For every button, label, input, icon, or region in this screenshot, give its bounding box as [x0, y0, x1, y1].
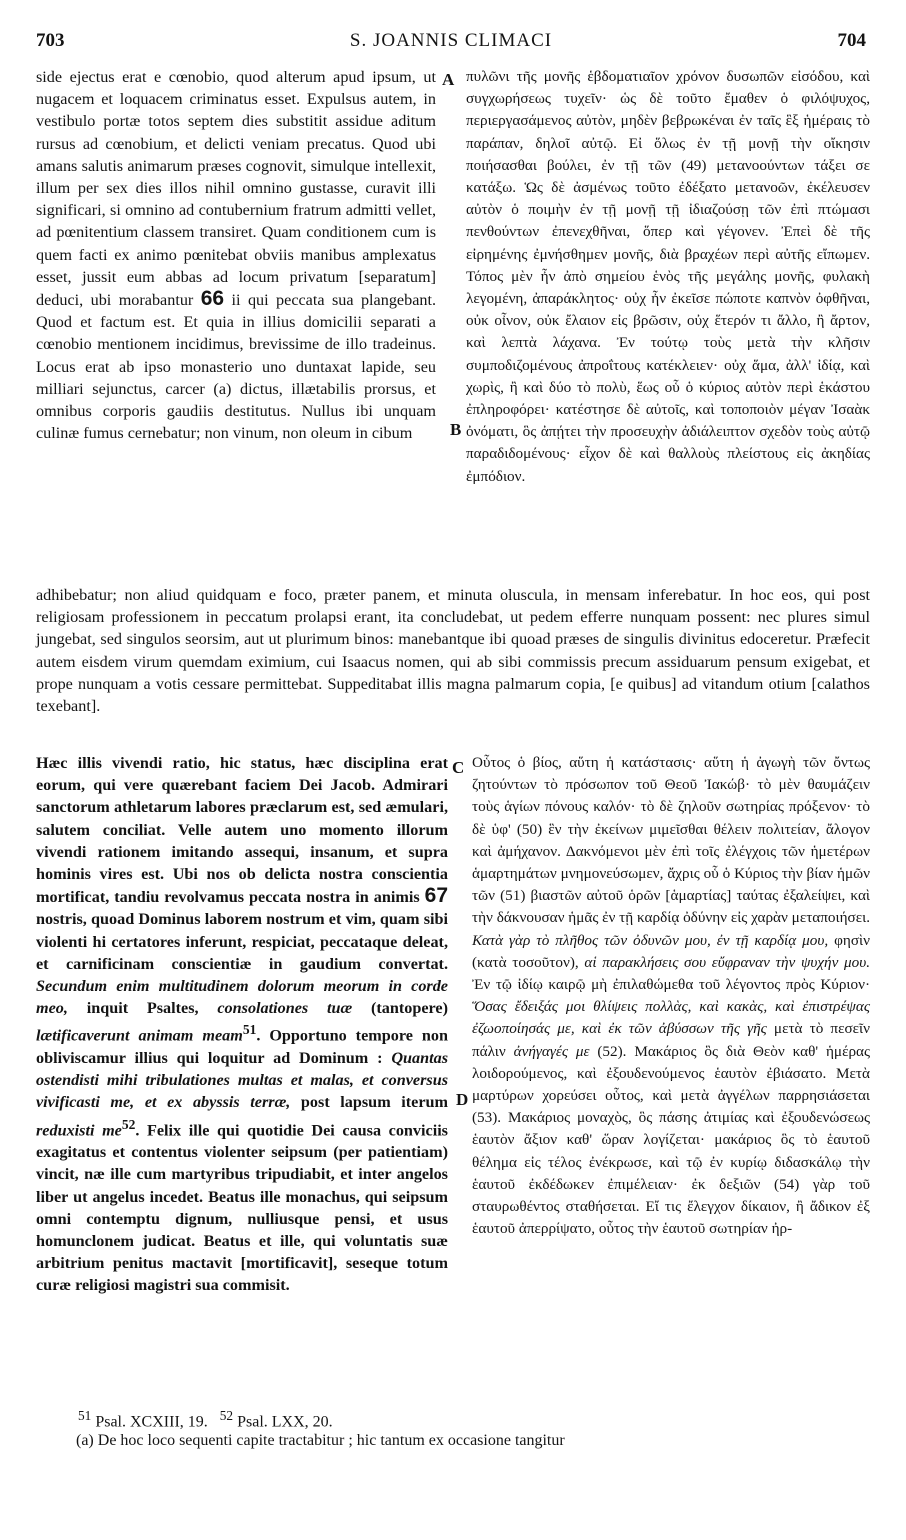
- footnote-ref-52: 52: [121, 1116, 136, 1132]
- footnote-52-mark: 52: [219, 1408, 234, 1423]
- latin-c-quote-3: lætificaverunt animam meam: [36, 1026, 243, 1045]
- greek-c-text-5: (52). Μακάριος ὃς διὰ Θεὸν καθ' ἡμέρας λοιδορούμενος, καὶ ἐξουδενούμενος ἑαυτὸν ἐβιάσατο. Μετὰ μαρτύρων χορεύσει οὗτος, καὶ μετὰ ἀγγέλων παρρησιάσεται (53). Μακάριος μοναχὸς, ὃς πάσης ἀτιμίας καὶ ἐξουδενώσεως ἑαυτὸν ἄξιον καθ' ὥραν λογίζεται· μακάριος ὃς τὸ ἑαυτοῦ θέλημα εἰς τέλος ἐνέκρωσε, καὶ τῷ ἐν κυρίῳ διδασκάλῳ τὴν ἑαυτοῦ ἐκδέδωκεν ἐπιμέλειαν· ἐκ δεξιῶν (54) γὰρ τοῦ σταυρωθέντος σταθήσεται. Εἴ τις ἔλεγχον δίκαιον, ἢ ἄδικον ἐξ ἑαυτοῦ ἀπερρίψατο, οὗτος τὴν ἑαυτοῦ σωτηρίαν ἠρ-: [472, 1042, 870, 1238]
- latin-c-text-5: . Opportuno tempore non obliviscamur illius qui loquitur ad Dominum :: [36, 1026, 448, 1068]
- footnote-51-mark: 51: [78, 1408, 92, 1423]
- latin-c-text-6: post lapsum iterum: [300, 1093, 449, 1112]
- latin-c-text-2: nostris, quoad Dominus laborem nostrum et vim, quam sibi violenti hi certatores inferunt, respiciat, peccataque deleat, et carnificinam conscientiæ in gaudium convertat.: [36, 910, 448, 973]
- latin-column-c: [36, 752, 448, 1297]
- latin-a-text-1: side ejectus erat e cœnobio, quod alterum apud ipsum, ut nugacem et loquacem criminatus esset. Expulsus autem, in vestibulo portæ totos septem dies substitit assidue aditum rursus ad cœnobium, et delicti veniam precatus. Quod ubi amans salutis animarum præses cognovit, simulque intellexit, illum per sex dies illos nihil omnino gustasse, curavit illi significari, si omnino ad contubernium fratrum admitti vellet, ad pœnitentium classem transiret. Quam conditionem cum is quem facti ex animo pœnitebat obviis manibus amplexatus esset, jussit eum abbas ad locum privatum [separatum] deduci, ubi morabantur: [36, 68, 436, 310]
- margin-marker-b: B: [450, 420, 462, 439]
- footnote-52-text: Psal. LXX, 20.: [237, 1413, 333, 1431]
- greek-c-quote-2: αἱ παρακλήσεις σου εὔφραναν τὴν ψυχήν μου.: [584, 953, 870, 971]
- footnote-psalms: [78, 1408, 333, 1431]
- page-header: [36, 30, 866, 62]
- footnote-51-text: Psal. XCXIII, 19.: [95, 1413, 208, 1431]
- greek-column-a: [466, 66, 870, 488]
- latin-a-text-2: ii qui peccata sua plangebant. Quod et factum est. Et quia in illius domicilii separati a cœnobio mentionem incidimus, brevissime de illo tradeinus. Locus erat ab ipso monasterio uno duntaxat lapide, seu milliari sejunctus, carcer (a) dictus, illætabilis prorsus, et omnibus corporis gaudiis destitutus. Nullus ibi unquam culinæ fumus cernebatur; non vinum, non oleum in cibum: [36, 291, 437, 443]
- footnote-ref-51: 51: [242, 1022, 257, 1038]
- greek-c-quote-3: Ὅσας ἔδειξάς μοι θλίψεις πολλὰς, καὶ κακὰς, καὶ ἐπιστρέψας ἐζωοποίησάς με, καὶ ἐκ τῶν ἀβύσσων τῆς γῆς: [472, 998, 870, 1038]
- latin-c-quote-1: Secundum enim multitudinem dolorum meorum in corde meo,: [36, 977, 448, 1018]
- greek-c-text-1: Οὗτος ὁ βίος, αὕτη ἡ κατάστασις· αὕτη ἡ ἀγωγὴ τῶν ὄντως ζητούντων τὸ πρόσωπον τοῦ Θεοῦ Ἰακώβ· τὸ μὲν θαυμάζειν τοὺς ἁγίων πόνους καλόν· τὸ δὲ ζηλοῦν σωτηρίας πρόξενον· τὸ δὲ ὑφ' (50) ἓν τὴν ἐκείνων μιμεῖσθαι θέλειν πολιτείαν, ἄλογον καὶ ἀμήχανον. Δακνόμενοι μὲν ἐπὶ τοῖς ἐλέγχοις τῶν ἡμετέρων ἁμαρτημάτων μνημονεύσωμεν, ἄχρις οὗ ὁ Κύριος τὴν βίαν ἡμῶν τῶν (51) βιαστῶν αὐτοῦ ὁρῶν [ἁμαρτίας] ταύτας ἐξαλείψει, καὶ τὴν δάκνουσαν ἡμᾶς ἐν τῇ καρδίᾳ ὀδύνην εἰς χαρὰν μεταποιήσει.: [472, 754, 870, 927]
- latin-column-a: [36, 66, 436, 444]
- latin-c-text-4: (tantopere): [370, 999, 448, 1018]
- page-number-left: 703: [36, 30, 65, 51]
- greek-c-text-3: Ἐν τῷ ἰδίῳ καιρῷ μὴ ἐπιλαθώμεθα τοῦ λέγοντος πρὸς Κύριον·: [472, 976, 870, 994]
- column-number-66: 66: [200, 287, 225, 311]
- margin-marker-a: A: [442, 70, 455, 89]
- latin-c-text-7: . Felix ille qui quotidie Dei causa conviciis exagitatus et contentus violenter seipsum (per patientiam) vincit, næ ille cum martyribus tripudiabit, et inter angelos liber ut angelus incedet. Beatus ille monachus, qui seipsum omni contemptu dignum, nulliusque pensi, et usus homunclonem judicat. Beatus et ille, qui voluntatis suæ arbitrium penitus mactavit [mortificavit], seseque totum curæ religiosi magistri sua commisit.: [36, 1121, 448, 1295]
- margin-marker-c: C: [452, 758, 465, 777]
- latin-c-quote-4: Quantas ostendisti mihi tribulationes multas et malas, et conversus vivificasti me, et ex abyssis terræ,: [36, 1049, 449, 1112]
- greek-column-c: [472, 752, 870, 1240]
- greek-c-quote-4: ἀνήγαγές με: [513, 1042, 590, 1060]
- greek-c-quote-1: Κατὰ γὰρ τὸ πλῆθος τῶν ὀδυνῶν μου, ἐν τῇ καρδίᾳ μου,: [472, 931, 829, 949]
- latin-c-text-1: Hæc illis vivendi ratio, hic status, hæc disciplina erat eorum, qui vere quærebant faciem Dei Jacob. Admirari sanctorum athletarum labores præclarum est, sed æmulari, salutem conciliat. Velle autem uno momento illorum vivendi rationem imitando assequi, insanum, et supra hominis vires est. Ubi nos ob delicta nostra conscientia mortificat, tandiu revolvamus peccata nostra in animis: [36, 754, 448, 907]
- footnote-a: [76, 1432, 565, 1450]
- margin-marker-d: D: [456, 1090, 469, 1109]
- footnote-a-mark: (a): [76, 1432, 94, 1449]
- greek-c-text-4: μετὰ τὸ πεσεῖν πάλιν: [472, 1020, 870, 1060]
- latin-c-quote-5: reduxisti me: [36, 1121, 122, 1140]
- latin-full-text: adhibebatur; non aliud quidquam e foco, præter panem, et minuta oluscula, in mensam inferebatur. In hoc eos, qui post religiosam professionem in peccatum prolapsi erant, ita concludebat, ut pedem efferre nunquam possent: nec plures simul jungebat, sed singulos seorsim, aut ut plurimum binos: manebantque ibi quoad præses de singulis divinitus edoceretur. Præfecit autem eisdem virum quemdam eximium, cui Isaacus nomen, qui ab sibi commissis precum assiduarum pensum exigebat, et prope nunquam a votis cessare permittebat. Suppeditabat illis magna palmarum copia, [e quibus] ad vitandum otium [calathos texebant].: [36, 586, 870, 716]
- footnote-a-text: De hoc loco sequenti capite tractabitur ; hic tantum ex occasione tangitur: [97, 1432, 565, 1449]
- running-title: S. JOANNIS CLIMACI: [349, 30, 553, 51]
- greek-c-text-2: φησὶν (κατὰ τοσοῦτον),: [472, 931, 870, 971]
- latin-c-quote-2: consolationes tuæ: [217, 999, 353, 1018]
- latin-full-width: [36, 584, 870, 717]
- column-number-67: 67: [424, 884, 448, 908]
- greek-a-text: πυλῶνι τῆς μονῆς ἑβδοματιαῖον χρόνον δυσωπῶν εἰσόδου, καὶ συγχωρήσεως τυχεῖν· ὡς δὲ τοῦτο ἔμαθεν ὁ φιλόψυχος, περιεργασάμενος αὐτὸν, μηδὲν βεβρωκέναι ἐν ταῖς ἓξ ἡμέραις τὸ παράπαν, δηλοῖ αὐτῷ. Εἰ ὅλως ἐν τῇ μονῇ τὴν οἴκησιν ποιήσασθαι βούλει, ἐν τῇ τῶν (49) μετανοούντων τάξει σε κατάξω. Ὡς δὲ ἀσμένως τοῦτο ἐδέξατο μετανοῶν, ἐκέλευσεν αὐτὸν ὁ ποιμὴν ἐν τῇ μονῇ τῇ ἰδιαζούσῃ τῶν ἐπὶ πτώμασι πενθούντων ἐπενεχθῆναι, ὅπερ καὶ γέγονεν. Ἐπεὶ δὲ τῆς εἰρημένης ἐμνήσθημεν μονῆς, διὰ βραχέων περὶ αὐτῆς εἴπωμεν. Τόπος μὲν ἦν ἀπὸ σημείου ἑνὸς τῆς μεγάλης μονῆς, φυλακὴ λεγομένη, ἀπαράκλητος· οὐχ ἦν ἐκεῖσε πώποτε καπνὸν ὀφθῆναι, οὐκ οἶνον, οὐκ ἔλαιον εἰς βρῶσιν, οὐχ ἕτερόν τι ἄλλο, ἢ ἄρτον, καὶ λεπτὰ λάχανα. Ἐν τούτῳ τοὺς μετὰ τὴν κλῆσιν συμποδιζομένους ἀπροΐτους κατέκλειεν· οὐχ ἅμα, ἀλλ' ἰδίᾳ, καὶ χωρὶς, ἢ καὶ δύο τὸ πολὺ, ἕως οὗ ὁ κύριος αὐτὸν περὶ ἑκάστου ἐπληροφόρει· κατέστησε δὲ αὐτοῖς, καὶ τοποποιὸν μέγαν Ἰσαὰκ ὀνόματι, ὃς ἀπῄτει τὴν προσευχὴν ἀδιάλειπτον σχεδὸν τοὺς αὐτῷ παραδιδομένους· εἶχον δὲ καὶ θαλλοὺς πλείστους εἰς ἀκηδίας ἐμπόδιον.: [466, 68, 870, 485]
- latin-c-text-3: inquit Psaltes,: [86, 999, 199, 1018]
- page-number-right: 704: [837, 30, 866, 51]
